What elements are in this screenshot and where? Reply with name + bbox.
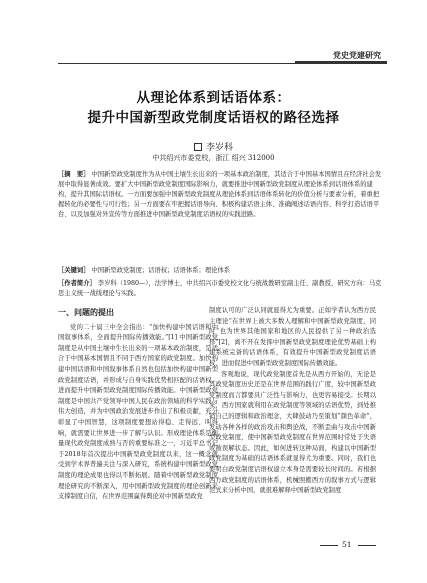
footer-rule-left xyxy=(320,545,338,546)
author-name: 李岁科 xyxy=(205,143,233,153)
page-number: 51 xyxy=(342,540,352,549)
header-accent-bar xyxy=(295,61,387,64)
author-line xyxy=(0,140,427,153)
footer-rule-right xyxy=(358,545,376,546)
keywords xyxy=(58,266,384,276)
author-affiliation: 中共绍兴市委党校，浙江 绍兴 312000 xyxy=(152,154,275,162)
abstract-text: 中国新型政党制度作为从中国土壤生长出来的一项基本政治制度，其适合于中国基本国情且在经济社会发展中取得显著成效。要扩大中国新型政党制度国际影响力，就要推进中国新型政党制度从理论体系到话语体系的建构，提升其国际话语权。一方面要加强中国新型政党制度从理论体系到话语体系转化的价值分析与要素分析，着重把握转化的必要性与可行性；另一方面要在牢把握话语导向、积极构建话语主体、准确阐述话语内容、科学打造话语平台、以及加强对外宣传等方面推进中国新型政党制度话语权的实践进路。 xyxy=(58,171,382,218)
abstract-label: ［摘 要］ xyxy=(58,171,90,178)
body-paragraph: 客观地说，现代政党制度首先是从西方开始的，无论是其政党制度历史还是在世界范围的践行广度，较中国新型政党制度而言都要具广泛性与影响力，也更容易接受。长期以来，西方国家就利用在政党制度等领域的话语优势，到处推销自己的逻辑和政治理念，大肆鼓动乃至策划“颜色革命”，发动各种各样的政治攻击和舆论战，不断歪曲与攻击中国新型政党制度，使中国新型政党制度在世界范围时常处于失语或被误解状态。因此，如何进转这种局面，构建以中国新型政党制度为基础的话语体系就显得尤为重要。同时，我们也要明白政党制度话语权建立本身是需要较长时间的。若根据西方政党制度的话语体系，机械照搬西方的叙事方式与逻辑范式来分析中国，就很难解释中国新型政党制度 xyxy=(209,370,376,495)
author-box-icon xyxy=(194,143,202,151)
keywords-label: ［关键词］ xyxy=(58,267,90,274)
body-column-left xyxy=(58,306,218,503)
author-info-label: ［作者简介］ xyxy=(58,280,96,287)
body-column-right xyxy=(209,306,376,497)
article-title-line2: 提升中国新型政党制度话语权的路径选择 xyxy=(87,110,340,126)
section-heading: 一、问题的提出 xyxy=(58,308,114,317)
article-title-line1: 从理论体系到话语体系： xyxy=(136,90,291,106)
running-header: 党史党建研究 xyxy=(333,51,381,60)
abstract xyxy=(58,170,384,220)
keywords-text: 中国新型政党制度；话语权；话语体系；理论体系 xyxy=(91,267,231,274)
body-paragraph: 党的二十届三中全会指出：“加快构建中国话语和中国叙事体系，全面提升国际传播效能。”[1] 中国新型政党制度是从中国土壤中生长出来的一项基本政治制度，是适合于中国基本国情且不同于西方国家的政党制度。加快构建中国话语和中国叙事体系自然也包括加快构建中国新型政党制度话语，并形成与自身实践优势相匹配的话语权，进而提升中国新型政党制度国际传播效能。中国新型政党制度是中国共产党领导中国人民在政治领域的科学实践与伟大创造，并为中国政治发展进步作出了积极贡献，充分彰显了中国智慧，这项制度要想站得稳、走得远、叫得响，就需要让世界进一步了解与认识。形成理论体系是衡量现代政党制度成熟与否的重要标准之一，习近平总书记于2018年首次提出中国新型政党制度以来，这一概念就受到学术界普遍关注与深入研究，系统构建中国新型政党制度的理论成果也得以不断拓展。随着中国新型政党制度理论研究的不断深入，用中国新型政党制度的理论创新来支撑制度自信，在世界范围赢得舆论对中国新型政党 xyxy=(58,323,218,501)
body-paragraph: 制度认可的广泛认同就显得尤为重要。正如学者认为西方民主理论“在世界上被大多数人理解和中国新型政党制度，同时“也为世界其他国家和地区的人民提供了另一种政治选择”[2]，离不开在发挥中国新型政党制度理论优势基础上构建系统完备的话语体系，有效提升中国新型政党制度话语权，进而促进中国新型政党制度国际传播效能。 xyxy=(209,307,376,367)
author-info-text: 李岁科（1980—），法学博士，中共绍兴市委党校文化与统战教研室副主任、副教授，研究方向：马克思主义统一战线理论与实践。 xyxy=(58,280,382,297)
author-info xyxy=(58,279,384,299)
